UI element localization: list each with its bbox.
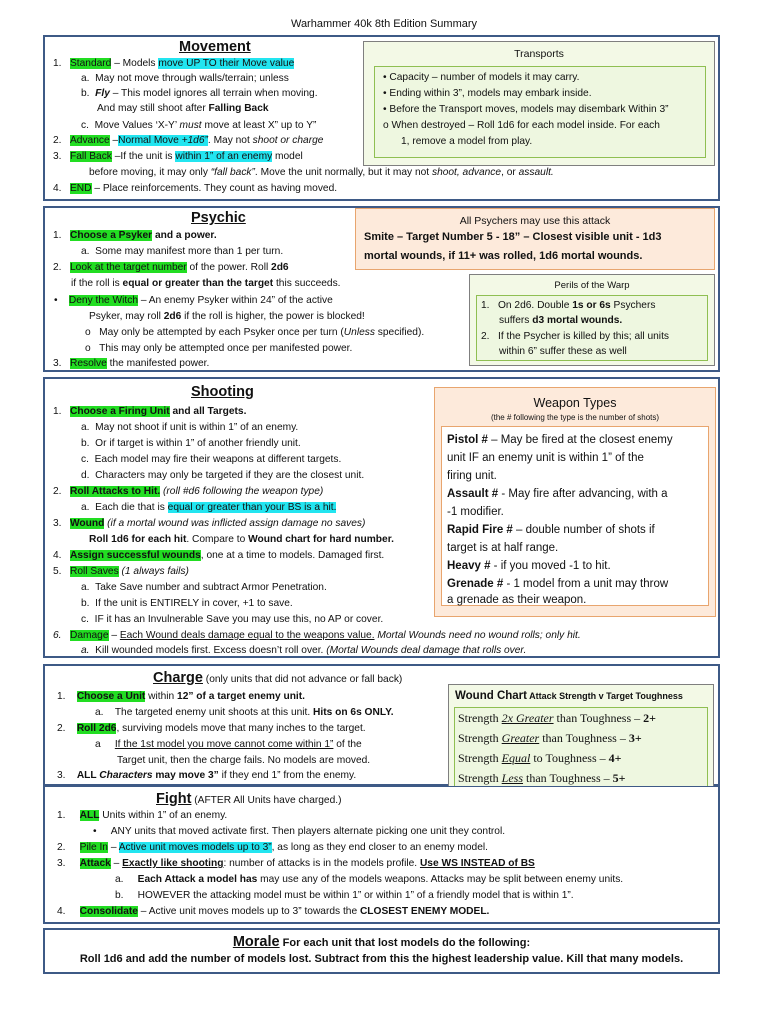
weapon-pistol-cont: unit IF an enemy unit is within 1” of the bbox=[447, 452, 644, 464]
movement-heading: Movement bbox=[179, 39, 251, 55]
weapon-types-box bbox=[434, 387, 716, 617]
morale-heading: Morale bbox=[232, 934, 280, 950]
charge-heading: Charge bbox=[153, 670, 203, 686]
document-title: Warhammer 40k 8th Edition Summary bbox=[290, 18, 478, 30]
psychic-step-3: 3. Resolve the manifested power. bbox=[53, 358, 210, 369]
weapon-heavy: Heavy # - if you moved -1 to hit. bbox=[447, 560, 611, 572]
perils-item-1-cont: suffers d3 mortal wounds. bbox=[499, 315, 623, 326]
weapon-pistol-cont: firing unit. bbox=[447, 470, 497, 482]
movement-step-1c: c. Move Values ‘X-Y’ must move at least X” up to Y” bbox=[81, 120, 317, 131]
shooting-section bbox=[43, 377, 720, 658]
perils-item-2: 2. If the Psycher is killed by this; all units bbox=[481, 331, 669, 342]
shooting-step-2: 2. Roll Attacks to Hit. (roll #d6 following the weapon type) bbox=[53, 486, 324, 497]
charge-heading-line: Charge (only units that did not advance or fall back) bbox=[153, 670, 403, 686]
shooting-heading: Shooting bbox=[191, 384, 254, 400]
transports-item: o When destroyed – Roll 1d6 for each model inside. For each bbox=[383, 120, 660, 131]
transports-item: • Ending within 3”, models may embark inside. bbox=[383, 88, 592, 99]
fight-step-3: 3. Attack – Exactly like shooting: number of attacks is in the models profile. Use WS INSTEAD of BS bbox=[57, 858, 535, 869]
shooting-step-6: 6. Damage – Each Wound deals damage equal to the weapons value. Mortal Wounds need no wound rolls; only hit. bbox=[53, 630, 581, 641]
weapon-pistol: Pistol # – May be fired at the closest enemy bbox=[447, 434, 673, 446]
wound-chart-row: Strength Less than Toughness – 5+ bbox=[458, 771, 626, 785]
wound-chart-row: Strength 2x Greater than Toughness – 2+ bbox=[458, 711, 656, 725]
smite-line-2: mortal wounds, if 11+ was rolled, 1d6 mortal wounds. bbox=[364, 250, 643, 262]
movement-step-1b: b. Fly – This model ignores all terrain when moving. bbox=[81, 88, 318, 99]
wound-chart-heading: Wound Chart bbox=[455, 690, 527, 702]
shooting-step-6a: a. Kill wounded models first. Excess doesn’t roll over. (Mortal Wounds deal damage that rolls over. bbox=[81, 645, 527, 656]
charge-section bbox=[43, 664, 720, 786]
weapon-types-heading: Weapon Types bbox=[533, 396, 617, 410]
movement-step-1b-cont: And may still shoot after Falling Back bbox=[97, 103, 269, 114]
smite-line-1: Smite – Target Number 5 - 18” – Closest visible unit - 1d3 bbox=[364, 231, 662, 243]
shooting-step-3: 3. Wound (if a mortal wound was inflicted assign damage no saves) bbox=[53, 518, 366, 529]
psychic-deny-witch-cont: Psyker, may roll 2d6 if the roll is higher, the power is blocked! bbox=[89, 311, 365, 322]
psychic-deny-witch-b: o This may only be attempted once per manifested power. bbox=[85, 343, 353, 354]
transports-item: 1, remove a model from play. bbox=[401, 136, 533, 147]
weapon-rapid-fire-cont: target is at half range. bbox=[447, 542, 559, 554]
charge-step-2a-cont: Target unit, then the charge fails. No models are moved. bbox=[117, 755, 371, 766]
psychic-deny-witch: • Deny the Witch – An enemy Psyker within 24” of the active bbox=[54, 295, 333, 306]
shooting-step-1a: a. May not shoot if unit is within 1” of an enemy. bbox=[81, 422, 299, 433]
smite-header: All Psychers may use this attack bbox=[459, 215, 611, 227]
psychic-section bbox=[43, 206, 720, 372]
psychic-step-2: 2. Look at the target number of the power. Roll 2d6 bbox=[53, 262, 289, 273]
fight-step-1a: • ANY units that moved activate first. Then players alternate picking one unit they control. bbox=[93, 826, 506, 837]
shooting-step-1c: c. Each model may fire their weapons at different targets. bbox=[81, 454, 342, 465]
fight-heading: Fight bbox=[156, 791, 192, 807]
charge-step-2: 2. Roll 2d6, surviving models move that many inches to the target. bbox=[57, 723, 366, 734]
movement-step-3: 3. Fall Back –If the unit is within 1” of an enemy model bbox=[53, 151, 303, 162]
weapon-assault-cont: -1 modifier. bbox=[447, 506, 504, 518]
shooting-step-1d: d. Characters may only be targeted if they are the closest unit. bbox=[81, 470, 365, 481]
shooting-step-3-cont: Roll 1d6 for each hit. Compare to Wound chart for hard number. bbox=[89, 534, 394, 545]
movement-step-4: 4. END – Place reinforcements. They count as having moved. bbox=[53, 183, 338, 194]
transports-list bbox=[374, 66, 706, 158]
psychic-deny-witch-a: o May only be attempted by each Psyker once per turn (Unless specified). bbox=[85, 327, 425, 338]
fight-step-3b: b. HOWEVER the attacking model must be within 1” or within 1” of a friendly model that is within 1”. bbox=[115, 890, 574, 901]
perils-item-1: 1. On 2d6. Double 1s or 6s Psychers bbox=[481, 300, 656, 311]
wound-chart-row: Strength Greater than Toughness – 3+ bbox=[458, 731, 642, 745]
movement-step-1a: a. May not move through walls/terrain; unless bbox=[81, 73, 289, 84]
weapon-grenade: Grenade # - 1 model from a unit may throw bbox=[447, 578, 669, 590]
perils-heading: Perils of the Warp bbox=[554, 280, 630, 291]
charge-step-3: 3. ALL Characters may move 3” if they end 1” from the enemy. bbox=[57, 770, 357, 781]
fight-section bbox=[43, 786, 720, 924]
shooting-step-2a: a. Each die that is equal or greater than your BS is a hit. bbox=[81, 502, 337, 513]
transports-box bbox=[363, 41, 715, 166]
psychic-step-1: 1. Choose a Psyker and a power. bbox=[53, 230, 217, 241]
perils-item-2-cont: within 6” suffer these as well bbox=[499, 346, 627, 357]
movement-section bbox=[43, 35, 720, 201]
perils-list bbox=[476, 295, 708, 361]
charge-step-2a: a If the 1st model you move cannot come within 1” of the bbox=[95, 739, 362, 750]
movement-step-1: 1. Standard – Models move UP TO their Move value bbox=[53, 58, 295, 69]
weapon-types-subheading: (the # following the type is the number of shots) bbox=[490, 413, 660, 422]
weapon-rapid-fire: Rapid Fire # – double number of shots if bbox=[447, 524, 655, 536]
charge-step-1: 1. Choose a Unit within 12” of a target enemy unit. bbox=[57, 691, 305, 702]
charge-step-1a: a. The targeted enemy unit shoots at this unit. Hits on 6s ONLY. bbox=[95, 707, 394, 718]
smite-box bbox=[355, 208, 715, 270]
psychic-step-1a: a. Some may manifest more than 1 per turn. bbox=[81, 246, 284, 257]
morale-instructions: Roll 1d6 and add the number of models lost. Subtract from this the highest leadership value. Kill that many models. bbox=[79, 953, 684, 965]
shooting-step-5: 5. Roll Saves (1 always fails) bbox=[53, 566, 189, 577]
shooting-step-4: 4. Assign successful wounds, one at a time to models. Damaged first. bbox=[53, 550, 385, 561]
transports-item: • Capacity – number of models it may carry. bbox=[383, 72, 580, 83]
shooting-step-1: 1. Choose a Firing Unit and all Targets. bbox=[53, 406, 247, 417]
fight-step-2: 2. Pile In – Active unit moves models up to 3”, as long as they end closer to an enemy model. bbox=[57, 842, 488, 853]
weapon-assault: Assault # - May fire after advancing, with a bbox=[447, 488, 668, 500]
weapon-grenade-cont: a grenade as their weapon. bbox=[447, 594, 587, 606]
perils-box bbox=[469, 274, 715, 366]
psychic-step-2-cont: if the roll is equal or greater than the target this succeeds. bbox=[71, 278, 341, 289]
shooting-step-5c: c. IF it has an Invulnerable Save you may use this, no AP or cover. bbox=[81, 614, 384, 625]
weapon-types-list bbox=[441, 426, 709, 606]
wound-chart-heading-line: Wound Chart Attack Strength v Target Toughness bbox=[455, 690, 683, 702]
fight-step-4: 4. Consolidate – Active unit moves models up to 3” towards the CLOSEST ENEMY MODEL. bbox=[57, 906, 490, 917]
morale-section bbox=[43, 928, 720, 974]
wound-chart-row: Strength Equal to Toughness – 4+ bbox=[458, 751, 622, 765]
shooting-step-5b: b. If the unit is ENTIRELY in cover, +1 to save. bbox=[81, 598, 293, 609]
transports-item: • Before the Transport moves, models may disembark Within 3” bbox=[383, 104, 669, 115]
fight-heading-line: Fight (AFTER All Units have charged.) bbox=[156, 791, 342, 807]
fight-step-3a: a. Each Attack a model has may use any of the models weapons. Attacks may be split between enemy units. bbox=[115, 874, 624, 885]
morale-heading-line: Morale For each unit that lost models do the following: bbox=[232, 934, 531, 950]
shooting-step-1b: b. Or if target is within 1” of another friendly unit. bbox=[81, 438, 301, 449]
fight-step-1: 1. ALL Units within 1” of an enemy. bbox=[57, 810, 228, 821]
shooting-step-5a: a. Take Save number and subtract Armor Penetration. bbox=[81, 582, 327, 593]
movement-step-3-cont: before moving, it may only “fall back”. Move the unit normally, but it may not shoot, advance, or assault. bbox=[89, 167, 554, 178]
movement-step-2: 2. Advance –Normal Move +1d6”. May not shoot or charge bbox=[53, 135, 324, 146]
psychic-heading: Psychic bbox=[191, 210, 246, 226]
transports-heading: Transports bbox=[514, 48, 564, 60]
